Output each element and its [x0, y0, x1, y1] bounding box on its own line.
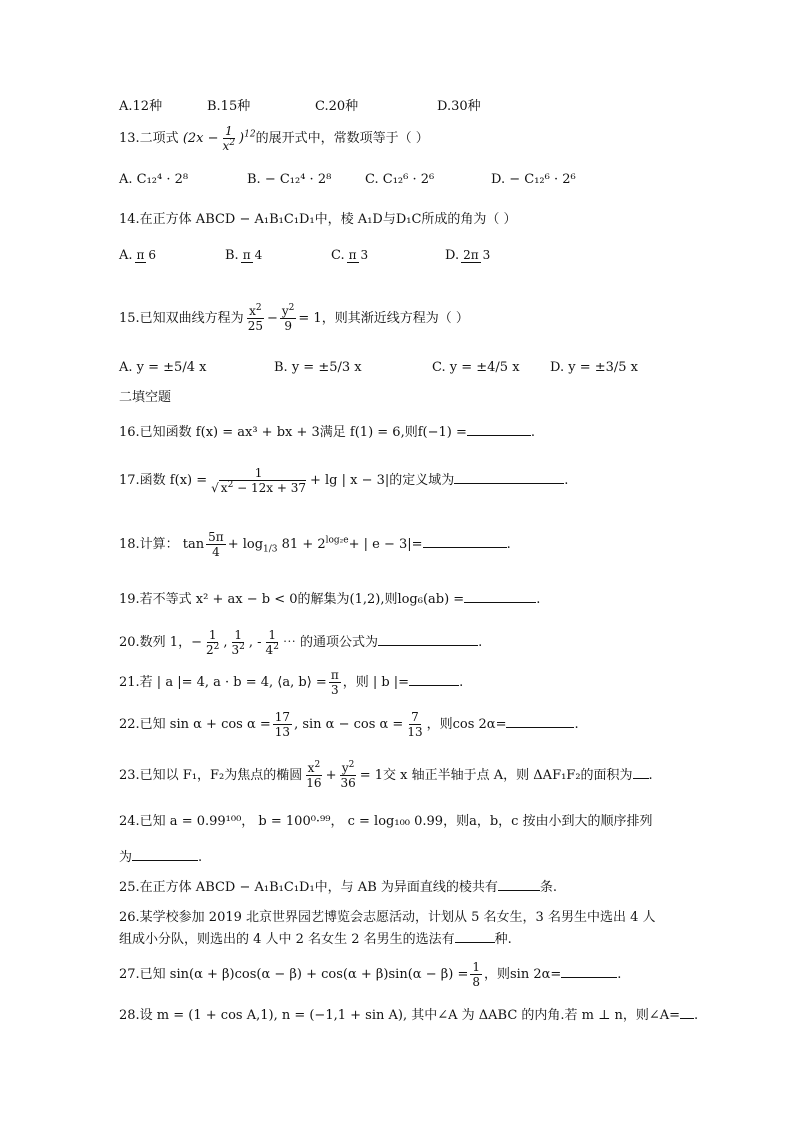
q23: 23.已知以 F₁，F₂为焦点的椭圆 $\frac{x^2}{16}$ + $\frac{y^2}{36}$ = 1交 x 轴正半轴于点 A，则 ΔAF₁F₂的面积为 . [119, 760, 653, 790]
q15-prefix: 15.已知双曲线方程为 [119, 311, 244, 326]
q26-line1: 26.某学校参加 2019 北京世界园艺博览会志愿活动，计划从 5 名女生，3 名男生中选出 4 人 [119, 910, 656, 925]
q21-blank[interactable] [409, 671, 459, 686]
q14-option-a: A. [119, 248, 133, 263]
q25-suffix: 条. [539, 880, 558, 895]
q26-suffix: 种. [494, 932, 512, 947]
q27-blank[interactable] [561, 963, 617, 978]
q24-line2: 为 . [119, 846, 202, 868]
q22-mid: , sin α − cos α = [294, 717, 404, 732]
q14-option-d: D. [445, 248, 460, 263]
q14-option-b: B. [225, 248, 239, 263]
q25 [119, 876, 557, 898]
q21-suffix: ，则 | b |= [342, 675, 410, 690]
q16-text: 16.已知函数 f(x) = ax³ + bx + 3满足 f(1) = 6,则f(−1) = [119, 425, 467, 440]
q13-stem [119, 124, 429, 153]
q20-suffix: ⋯ 的通项公式为 [282, 635, 379, 650]
q27-prefix: 27.已知 sin(α + β)cos(α − β) + cos(α + β)sin(α − β) = [119, 967, 469, 982]
q23-prefix: 23.已知以 F₁，F₂为焦点的椭圆 [119, 768, 303, 783]
q23-blank[interactable] [633, 764, 649, 779]
q14-option-c: C. [331, 248, 345, 263]
q15-option-a: A. y = ±5/4 x [119, 360, 207, 375]
q12-option-c: C.20种 [315, 99, 359, 114]
q20: 20.数列 1，− $\frac{1}{2^2}$ , $\frac{1}{3^2}$ , - $\frac{1}{4^2}$ ⋯ 的通项公式为 . [119, 628, 483, 657]
q18: 18.计算： tan $\frac{5\pi}{4}$ + $\log_{1/3} 81 + 2^{log_2e}+$ | e − 3|= . [119, 530, 511, 559]
q15-option-b: B. y = ±5/3 x [274, 360, 362, 375]
q16: 16.已知函数 f(x) = ax³ + bx + 3满足 f(1) = 6,则f(−1) = . [119, 421, 535, 443]
q27-suffix: ，则sin 2α= [483, 967, 562, 982]
q25-text: 25.在正方体 ABCD − A₁B₁C₁D₁中，与 AB 为异面直线的棱共有 [119, 880, 498, 895]
q28-text: 28.设 m = (1 + cos A,1), n = (−1,1 + sin A), 其中∠A 为 ΔABC 的内角.若 m ⊥ n，则∠A= [119, 1008, 681, 1023]
q23-suffix: = 1交 x 轴正半轴于点 A，则 ΔAF₁F₂的面积为 [359, 768, 633, 783]
q28-blank[interactable] [680, 1004, 694, 1019]
q15-options [119, 358, 638, 378]
q17-blank[interactable] [454, 469, 564, 484]
q27: 27.已知 sin(α + β)cos(α − β) + cos(α + β)sin(α − β) = $\frac{1}{8}$ ，则sin 2α= . [119, 960, 622, 989]
q22-blank[interactable] [506, 713, 574, 728]
q19-blank[interactable] [464, 588, 536, 603]
q13-option-c: C. C₁₂⁶ · 2⁶ [365, 172, 435, 187]
q18-prefix: 18.计算： tan [119, 537, 205, 552]
q22-suffix: ，则cos 2α= [426, 717, 507, 732]
q15-option-c: C. y = ±4/5 x [432, 360, 520, 375]
q28: 28.设 m = (1 + cos A,1), n = (−1,1 + sin A), 其中∠A 为 ΔABC 的内角.若 m ⊥ n，则∠A= . [119, 1004, 698, 1026]
section-title: 二填空题 [119, 390, 172, 405]
q24-line2-text: 为 [119, 850, 133, 865]
q22: 22.已知 sin α + cos α = $\frac{17}{13}$ , sin α − cos α = $\frac{7}{13}$ ，则cos 2α= . [119, 710, 579, 739]
q16-blank[interactable] [467, 421, 531, 436]
q22-prefix: 22.已知 sin α + cos α = [119, 717, 271, 732]
q18-suffix: + | e − 3|= [348, 537, 423, 552]
q13-option-d: D. − C₁₂⁶ · 2⁶ [491, 172, 576, 187]
q21-prefix: 21.若 | a |= 4, a · b = 4, ⟨a, b⟩ = [119, 675, 327, 690]
q26-line2-text: 组成小分队，则选出的 4 人中 2 名女生 2 名男生的选法有 [119, 932, 455, 947]
q13-option-b: B. − C₁₂⁴ · 2⁸ [247, 172, 332, 187]
q14-options: A. π 6 B. π 4 C. π 3 D. 2π 3 [119, 246, 494, 266]
q13-binomial: (2x − $\frac{1}{x^2}$ )$^{12}$ [182, 124, 256, 153]
q26-blank[interactable] [455, 928, 495, 943]
q18-blank[interactable] [423, 533, 507, 548]
q24-line1: 24.已知 a = 0.99¹⁰⁰， b = 100⁰·⁹⁹， c = log₁₀₀ 0.99，则a，b，c 按由小到大的顺序排列 [119, 814, 653, 829]
q17-suffix: + lg | x − 3|的定义域为 [309, 473, 455, 488]
q14-stem: 14.在正方体 ABCD − A₁B₁C₁D₁中，棱 A₁D与D₁C所成的角为（ ） [119, 212, 517, 227]
q20-prefix: 20.数列 1， [119, 635, 192, 650]
q17: 17.函数 f(x) = $\frac{1}{√ x^2 - 12x + 37}$ + lg | x − 3|的定义域为 . [119, 466, 569, 495]
q15-stem: 15.已知双曲线方程为 $\frac{x^2}{25}$ − $\frac{y^2}{9}$ = 1，则其渐近线方程为（ ） [119, 303, 469, 333]
q19: 19.若不等式 x² + ax − b < 0的解集为(1,2),则log₆(ab) = . [119, 588, 540, 610]
q25-blank[interactable] [498, 876, 540, 891]
q12-option-d: D.30种 [437, 99, 481, 114]
q15-suffix: ，则其渐近线方程为（ ） [321, 311, 469, 326]
q19-text: 19.若不等式 x² + ax − b < 0的解集为(1,2),则log₆(ab) = [119, 592, 465, 607]
q15-option-d: D. y = ±3/5 x [550, 360, 639, 375]
q13-suffix: 的展开式中，常数项等于（ ） [255, 131, 429, 146]
q26-line2 [119, 928, 512, 950]
q21: 21.若 | a |= 4, a · b = 4, ⟨a, b⟩ = $\frac{\pi}{3}$ ，则 | b |= . [119, 668, 464, 697]
q13-prefix: 13.二项式 [119, 131, 179, 146]
q13-options [119, 170, 576, 190]
q24-blank[interactable] [132, 846, 198, 861]
q12-options [119, 97, 481, 117]
q12-option-b: B.15种 [207, 99, 251, 114]
q13-option-a: A. C₁₂⁴ · 2⁸ [119, 172, 189, 187]
q17-prefix: 17.函数 f(x) = [119, 473, 208, 488]
q12-option-a: A.12种 [119, 99, 163, 114]
q20-blank[interactable] [378, 631, 478, 646]
